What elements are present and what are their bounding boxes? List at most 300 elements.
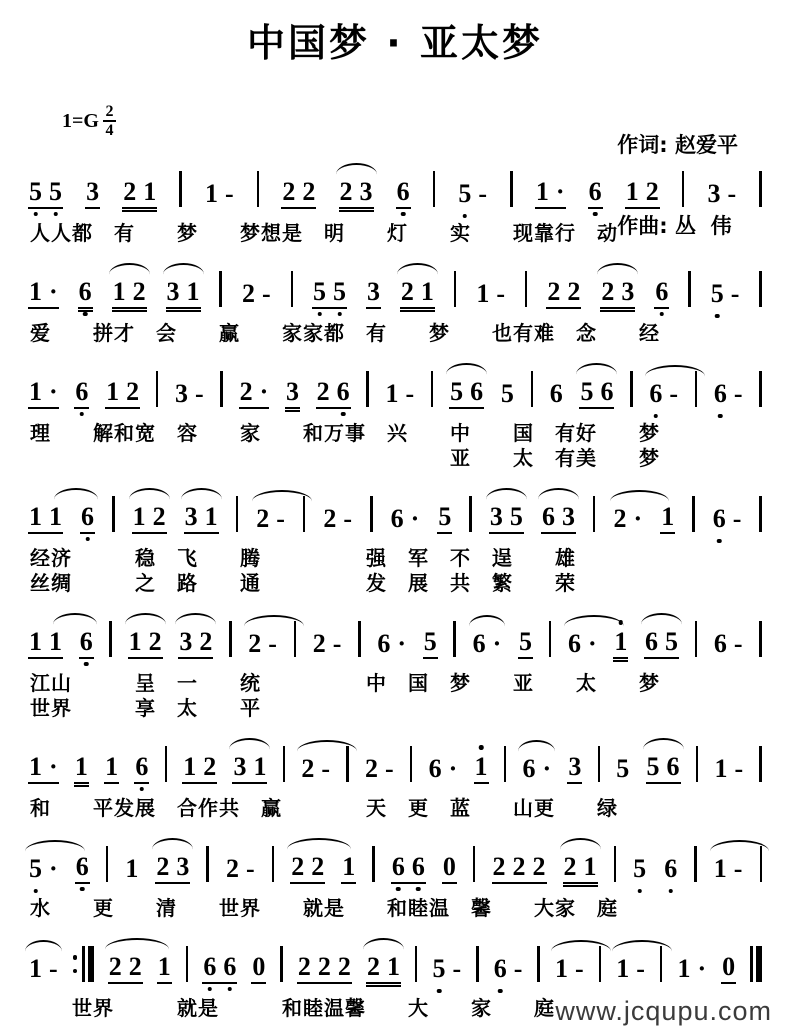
note-group: [457, 181, 488, 209]
note-group: [579, 379, 614, 409]
note: 3: [568, 752, 582, 781]
repeat-dot: [73, 969, 78, 974]
notes: [174, 381, 205, 409]
note: 5: [519, 627, 533, 656]
barline: [525, 271, 528, 307]
dash: -: [321, 754, 331, 783]
beamed-notes: [660, 504, 675, 534]
notes: [322, 506, 353, 534]
note-group: [474, 754, 489, 784]
note: 1: [714, 754, 728, 783]
note: 5: [29, 854, 42, 883]
slur-tie-arc: [560, 838, 601, 850]
beamed-notes: [546, 279, 581, 309]
dot-note: ·: [542, 754, 552, 783]
note-group: [366, 954, 401, 984]
note-group: [112, 279, 147, 309]
note: 5: [500, 379, 514, 408]
note: 2: [339, 177, 353, 206]
beamed-notes: [132, 504, 167, 534]
barline: [537, 946, 540, 982]
note: 1: [677, 954, 691, 983]
note: 6: [522, 754, 536, 783]
note: 1: [713, 854, 727, 883]
note-group: [376, 631, 407, 659]
note: 5: [438, 502, 452, 531]
note: 3: [86, 177, 100, 206]
slur-tie-arc: [612, 940, 672, 952]
note-group: [489, 504, 524, 534]
note-group: [588, 179, 603, 209]
note: 1: [385, 379, 399, 408]
notation-line: [26, 827, 764, 896]
note: 2: [199, 627, 213, 656]
note-group: [341, 854, 356, 884]
note: 1: [204, 502, 218, 531]
barline: [759, 621, 762, 657]
notes: [713, 631, 744, 659]
note: 1: [183, 752, 197, 781]
beamed-notes: [563, 854, 598, 884]
beamed-notes: [613, 629, 628, 659]
note: 2: [297, 952, 311, 981]
beamed-notes: [541, 504, 576, 534]
note: 2: [312, 629, 326, 658]
barline: [759, 171, 762, 207]
note-group: [646, 754, 681, 784]
note-group: [297, 954, 352, 984]
slur-tie-arc: [163, 263, 204, 275]
note-group: [28, 279, 59, 309]
barline: [179, 171, 182, 207]
notes: [472, 631, 503, 659]
note-group: [615, 956, 646, 984]
watermark-url: www.jcqupu.com: [555, 996, 772, 1026]
note: 6: [81, 502, 95, 531]
note: 2: [128, 952, 142, 981]
note-group: [546, 279, 581, 309]
lyrics-line: 水 更 清 世界 就是 和睦温 馨 大家 庭: [30, 896, 618, 920]
note: 1: [157, 952, 171, 981]
note: 3: [489, 502, 503, 531]
note: 2: [563, 852, 577, 881]
composer-credit: 作曲: 丛 伟: [617, 214, 732, 238]
note-group: [663, 856, 678, 884]
note-group: [707, 181, 738, 209]
note-group: [166, 279, 201, 309]
dash: -: [385, 754, 394, 783]
note: 6: [472, 629, 486, 658]
note: 3: [285, 377, 299, 406]
note: 6: [428, 754, 442, 783]
beamed-notes: [518, 629, 533, 659]
note: 3: [166, 277, 180, 306]
dash: -: [405, 379, 415, 408]
note: 2: [311, 852, 325, 881]
lyricist-credit: 作词: 赵爱平: [617, 133, 738, 157]
beamed-notes: [297, 954, 352, 984]
notes: [613, 506, 644, 534]
music-system: [26, 602, 764, 721]
time-denominator: 4: [105, 122, 114, 139]
beamed-notes: [600, 279, 635, 309]
note: 6: [666, 752, 680, 781]
note-group: [567, 754, 582, 784]
note: 1: [386, 952, 400, 981]
note: 1: [342, 852, 356, 881]
note-group: [182, 754, 217, 784]
barline: [598, 746, 601, 782]
note: 1: [253, 752, 267, 781]
notes: [493, 956, 524, 984]
note: 5: [458, 179, 472, 208]
slur-tie-arc: [397, 263, 438, 275]
lyrics-line: 江山 呈 一 统 中 国 梦 亚 太 梦: [30, 671, 660, 695]
beamed-notes: [182, 754, 217, 784]
slur-tie-arc: [564, 615, 624, 627]
dot-note: ·: [555, 177, 565, 206]
note-group: [364, 756, 395, 784]
note: 2: [156, 852, 170, 881]
beamed-notes: [28, 629, 63, 659]
notation-line: [26, 602, 764, 671]
beamed-notes: [316, 379, 351, 409]
note: 6: [713, 379, 727, 408]
slur-tie-arc: [645, 365, 705, 377]
note: 6: [336, 377, 350, 406]
note: 2: [323, 504, 337, 533]
note-group: [232, 754, 267, 784]
barline: [186, 946, 189, 982]
beamed-notes: [366, 954, 401, 984]
note: 2: [248, 629, 262, 658]
note-group: [710, 281, 741, 309]
note-group: [104, 754, 119, 784]
note: 2: [365, 754, 379, 783]
note: 1: [535, 177, 549, 206]
note: 5: [580, 377, 594, 406]
note-group: [442, 854, 457, 884]
repeat-end-barline: [73, 946, 94, 982]
notes: [554, 956, 585, 984]
lyrics-line: 人人都 有 梦 梦想是 明 灯 实 现靠行 动: [30, 221, 618, 245]
note: 2: [316, 377, 330, 406]
note: 5: [616, 754, 630, 783]
slur-tie-arc: [469, 615, 506, 627]
beamed-notes: [79, 629, 94, 659]
beamed-notes: [74, 754, 89, 784]
final-barline: [750, 946, 762, 982]
note: 6: [203, 952, 217, 981]
note: 6: [78, 277, 92, 306]
rest: 0: [722, 952, 736, 981]
note: 3: [561, 502, 575, 531]
note-group: [563, 854, 598, 884]
slur-tie-arc: [25, 840, 85, 852]
note-group: [713, 631, 744, 659]
beamed-notes: [654, 279, 669, 309]
barline: [112, 496, 115, 532]
note-group: [204, 181, 235, 209]
dot-note: ·: [49, 277, 58, 306]
note-group: [239, 379, 270, 409]
slur-tie-arc: [244, 615, 304, 627]
beamed-notes: [74, 379, 89, 409]
note-group: [644, 629, 679, 659]
note-group: [518, 629, 533, 659]
barline: [109, 621, 112, 657]
note: 2: [148, 627, 162, 656]
note-group: [78, 279, 93, 309]
beamed-notes: [474, 754, 489, 784]
note-group: [290, 854, 325, 884]
note-group: [475, 281, 506, 309]
barline: [696, 746, 699, 782]
note-group: [202, 954, 237, 984]
lyrics-line: 世界 就是 和睦温馨 大 家 庭: [30, 996, 555, 1020]
note: 6: [649, 379, 663, 408]
note: 2: [126, 377, 140, 406]
note: 2: [301, 754, 315, 783]
dot-note: ·: [397, 629, 407, 658]
slur-tie-arc: [576, 363, 617, 375]
note: 5: [333, 277, 347, 306]
note: 2: [645, 177, 659, 206]
note: 2: [317, 952, 331, 981]
barline: [156, 371, 159, 407]
note: 6: [493, 954, 507, 983]
notes: [28, 956, 59, 984]
note-group: [247, 631, 278, 659]
note: 2: [302, 177, 316, 206]
note-group: [615, 756, 630, 784]
beamed-notes: [721, 954, 736, 984]
note: 6: [588, 177, 602, 206]
note-group: [28, 754, 59, 784]
note-group: [632, 856, 647, 884]
note-group: [396, 179, 411, 209]
barline: [630, 371, 633, 407]
notes: [663, 856, 678, 884]
note-group: [535, 179, 566, 209]
note: 2: [601, 277, 615, 306]
dot-note: ·: [448, 754, 458, 783]
note: 6: [713, 629, 727, 658]
note-group: [721, 954, 736, 984]
note: 6: [396, 177, 410, 206]
notes: [124, 856, 139, 884]
beamed-notes: [122, 179, 157, 209]
dash: -: [49, 954, 58, 983]
note: 6: [391, 852, 405, 881]
dot-note: ·: [633, 504, 643, 533]
time-numerator: 2: [105, 103, 114, 120]
barline: [236, 496, 239, 532]
dash: -: [268, 629, 277, 658]
beamed-notes: [28, 379, 59, 409]
repeat-dots: [73, 955, 78, 973]
beamed-notes: [423, 629, 438, 659]
lyrics-line: 世界 享 太 平: [30, 696, 261, 720]
notes: [615, 956, 646, 984]
note: 1: [476, 279, 490, 308]
note-group: [432, 956, 463, 984]
note-group: [385, 381, 416, 409]
note-group: [312, 279, 347, 309]
repeat-dot: [73, 955, 78, 960]
note-group: [676, 956, 707, 984]
note: 6: [390, 504, 404, 533]
note: 3: [621, 277, 635, 306]
beamed-notes: [567, 754, 582, 784]
slur-tie-arc: [643, 738, 684, 750]
note-group: [322, 506, 353, 534]
barline: [165, 746, 168, 782]
dot-note: ·: [49, 854, 58, 883]
slur-tie-arc: [486, 488, 527, 500]
note: 2: [547, 277, 561, 306]
note: 1: [616, 954, 630, 983]
barline: [593, 496, 596, 532]
note: 6: [411, 852, 425, 881]
slur-tie-arc: [25, 940, 62, 952]
note-group: [85, 179, 100, 209]
note-group: [600, 279, 635, 309]
notes: [713, 756, 744, 784]
note: 2: [532, 852, 546, 881]
note: 6: [75, 377, 89, 406]
beamed-notes: [108, 954, 143, 984]
note: 5: [423, 627, 437, 656]
notes: [385, 381, 416, 409]
dash: -: [636, 954, 645, 983]
note: 3: [179, 627, 193, 656]
beamed-notes: [625, 179, 660, 209]
note: 6: [600, 377, 614, 406]
barline: [531, 371, 534, 407]
note-group: [255, 506, 286, 534]
beamed-notes: [281, 179, 316, 209]
slur-tie-arc: [152, 838, 193, 850]
dot-note: ·: [492, 629, 502, 658]
beamed-notes: [588, 179, 603, 209]
music-system: [26, 827, 764, 921]
dash: -: [343, 504, 353, 533]
dash: -: [733, 629, 743, 658]
notes: [713, 856, 744, 884]
dot-note: ·: [49, 752, 58, 781]
barline: [549, 621, 552, 657]
rest: 0: [252, 952, 266, 981]
beamed-notes: [232, 754, 267, 784]
note-group: [74, 754, 89, 784]
note: 3: [233, 752, 247, 781]
note-group: [28, 179, 63, 209]
slur-tie-arc: [54, 488, 98, 500]
notes: [364, 756, 395, 784]
dash: -: [574, 954, 584, 983]
note-group: [521, 756, 552, 784]
beamed-notes: [341, 854, 356, 884]
note-group: [281, 179, 316, 209]
slur-tie-arc: [105, 938, 169, 950]
dash: -: [734, 754, 744, 783]
note: 2: [337, 952, 351, 981]
dash: -: [261, 279, 271, 308]
note-group: [105, 379, 140, 409]
notes: [615, 756, 630, 784]
beamed-notes: [128, 629, 163, 659]
note: 6: [712, 504, 726, 533]
note: 2: [492, 852, 506, 881]
barline: [694, 846, 697, 882]
slur-tie-arc: [287, 838, 351, 850]
beamed-notes: [391, 854, 426, 884]
note: 5: [450, 377, 464, 406]
note-group: [567, 631, 598, 659]
rest: 0: [442, 852, 456, 881]
beamed-notes: [112, 279, 147, 309]
beamed-notes: [28, 754, 59, 784]
barline: [370, 496, 373, 532]
slur-tie-arc: [538, 488, 579, 500]
note-group: [613, 506, 644, 534]
notes: [300, 756, 331, 784]
note: 1: [132, 502, 146, 531]
note: 2: [123, 177, 137, 206]
notes: [710, 281, 741, 309]
slur-tie-arc: [710, 840, 770, 852]
key-label: 1=G: [62, 109, 99, 132]
dash: -: [733, 379, 743, 408]
note: 2: [282, 177, 296, 206]
note-group: [713, 756, 744, 784]
music-system: [26, 352, 764, 471]
note: 1: [128, 627, 142, 656]
beamed-notes: [178, 629, 213, 659]
notes: [312, 631, 343, 659]
note-group: [713, 381, 744, 409]
note-group: [251, 954, 266, 984]
beamed-notes: [157, 954, 172, 984]
dash: -: [732, 504, 742, 533]
note: 1: [554, 954, 568, 983]
note: 2: [567, 277, 581, 306]
notes: [712, 506, 743, 534]
barline: [476, 946, 479, 982]
beamed-notes: [105, 379, 140, 409]
beamed-notes: [644, 629, 679, 659]
notes: [390, 506, 421, 534]
note: 1: [583, 852, 597, 881]
note: 1: [143, 177, 157, 206]
notes: [204, 181, 235, 209]
note-group: [79, 629, 94, 659]
thick-bar: [756, 946, 762, 982]
slur-tie-arc: [109, 263, 150, 275]
note-group: [400, 279, 435, 309]
note-group: [500, 381, 515, 409]
barline: [692, 496, 695, 532]
dash: -: [513, 954, 523, 983]
note-group: [134, 754, 149, 784]
note: 1: [49, 502, 62, 531]
beamed-notes: [28, 179, 63, 209]
barline: [759, 496, 762, 532]
notation-line: [26, 352, 764, 421]
note: 2: [291, 852, 305, 881]
slur-tie-arc: [551, 940, 611, 952]
